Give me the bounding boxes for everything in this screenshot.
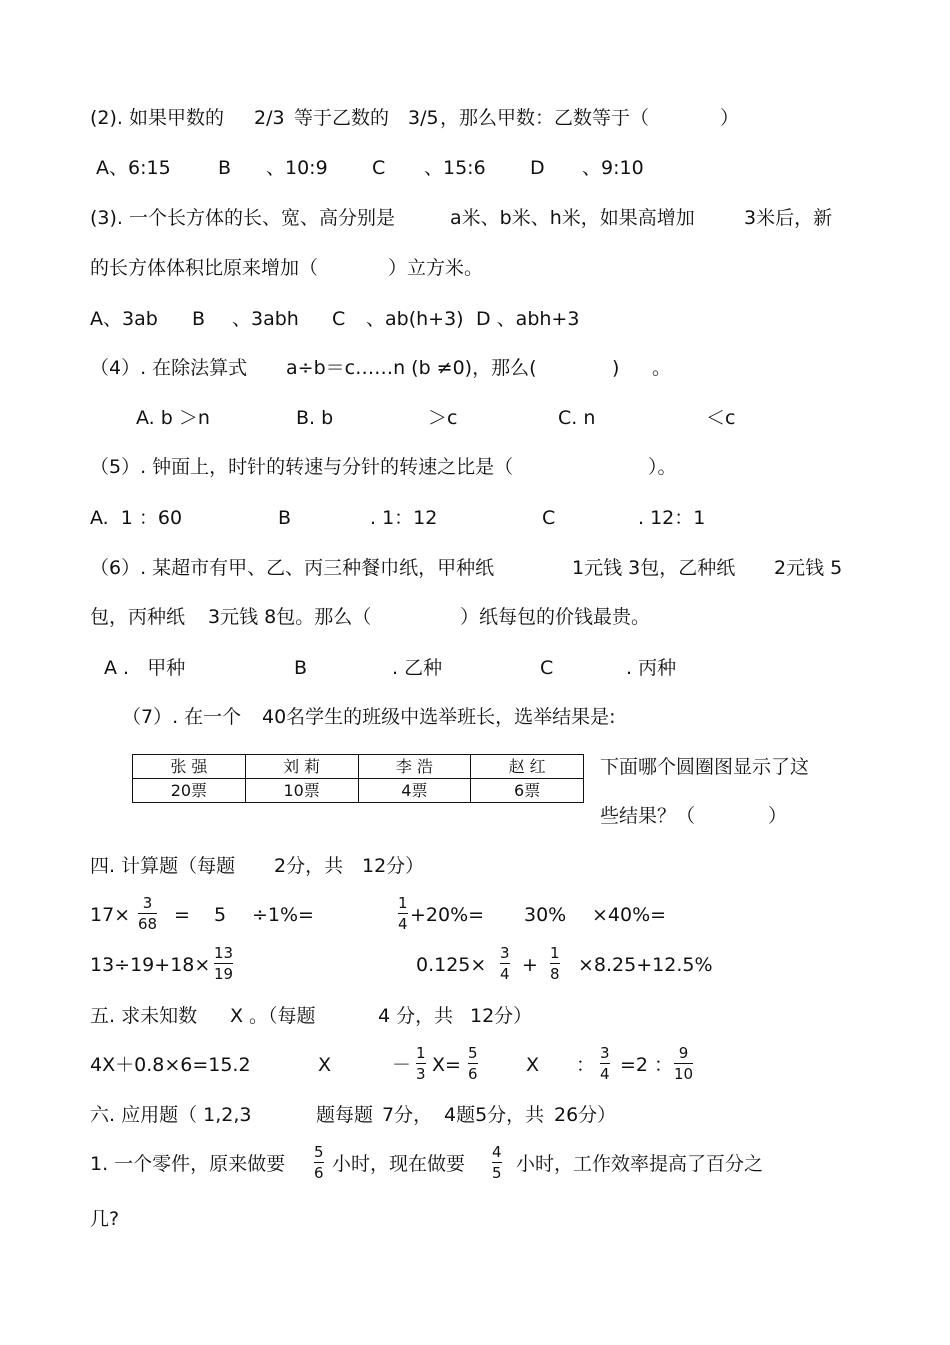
equation-3-colon: ： [576,1054,596,1076]
q2-value-1: 2/3 [254,107,285,129]
vote-count: 6票 [471,779,584,803]
denominator: 10 [674,1065,694,1083]
vote-count: 10票 [245,779,358,803]
q3-option-b: 、3abh [232,308,299,330]
q6-option-b-letter: B [294,657,308,679]
q7-stem-a: （7）. 在一个 [122,706,242,728]
q4-option-c-letter: C. n [558,407,596,429]
q2-value-2: 3/5 [408,107,439,129]
numerator: 13 [214,944,234,962]
calc-5-fraction [214,944,233,983]
equation-3-x: X [526,1054,540,1076]
q3-line2: 的长方体体积比原来增加（ [90,257,319,279]
q2-option-d: 、9:10 [582,157,644,179]
numerator: 3 [142,894,153,912]
q4-stem-c: ) [612,357,620,379]
section6-title-e: 26分） [554,1104,617,1126]
q2-option-a: A、6:15 [96,157,171,179]
section4-title: 四. 计算题（每题 [90,855,236,877]
election-results-table [132,754,584,803]
q3-option-a: A、3ab [90,308,158,330]
equation-3-fraction-2 [674,1044,693,1083]
problem-1-d: 几? [90,1208,120,1230]
denominator: 4 [600,1065,610,1083]
equation-2-minus: － [392,1054,412,1076]
q6-option-c: . 丙种 [626,657,677,679]
q4-option-c: ＜c [706,407,736,429]
equation-2-x-equals: X= [432,1054,461,1076]
numerator: 5 [314,1143,324,1161]
calc-6-fraction-1 [500,944,510,983]
calc-5-a: 13÷19+18× [90,954,211,976]
section6-title-c: 7分， [382,1104,433,1126]
q3-line1-a: (3). 一个长方体的长、宽、高分别是 [90,207,395,229]
vote-count: 20票 [133,779,246,803]
calc-4-b: ×40%= [592,904,667,926]
numerator: 3 [600,1044,610,1062]
section5-title-d: 12分） [470,1005,533,1027]
q7-after-1: 下面哪个圆圈图显示了这 [600,756,810,778]
calc-6-plus: + [522,954,538,976]
equation-3-fraction-1 [600,1044,610,1083]
candidate-name: 赵 红 [471,755,584,779]
q2-option-c: 、15:6 [424,157,486,179]
calc-6-c: ×8.25+12.5% [578,954,713,976]
denominator: 6 [468,1065,478,1083]
q5-option-b-letter: B [278,507,292,529]
calc-1-fraction [138,894,157,933]
q2-stem-c: ，那么甲数：乙数等于（ [440,107,650,129]
calc-3-fraction [398,894,408,933]
q2-option-d-letter: D [530,157,545,179]
candidate-name: 刘 莉 [245,755,358,779]
numerator: 1 [398,894,408,912]
q3-line2-b: ）立方米。 [388,257,484,279]
calc-4-a: 30% [524,904,567,926]
calc-2-a: 5 [214,904,227,926]
section4-title-b: 2分，共 [274,855,344,877]
q2-close: ） [720,107,740,129]
equation-3-rhs: =2 ： [620,1054,674,1076]
numerator: 4 [492,1143,502,1161]
q6-line2-c: ）纸每包的价钱最贵。 [460,606,651,628]
q7-stem-b: 40名学生的班级中选举班长，选举结果是: [262,706,616,728]
section5-title: 五. 求未知数 [90,1005,198,1027]
calc-2-b: ÷1%= [252,904,314,926]
numerator: 5 [468,1044,478,1062]
denominator: 4 [398,915,408,933]
calc-6-a: 0.125× [416,954,487,976]
q6-line2-b: 3元钱 8包。那么（ [208,606,372,628]
equation-2-fraction-1 [416,1044,426,1083]
q7-after-close: ） [768,805,788,827]
calc-1-equals: = [174,904,190,926]
q6-line1-a: （6）. 某超市有甲、乙、丙三种餐巾纸，甲种纸 [90,557,495,579]
q3-option-d: D 、abh+3 [476,308,580,330]
q5-option-c-letter: C [542,507,556,529]
vote-count: 4票 [358,779,471,803]
q4-option-b-letter: B. b [296,407,334,429]
q4-stem-d: 。 [652,357,672,379]
candidate-name: 李 浩 [358,755,471,779]
q2-option-b-letter: B [218,157,232,179]
numerator: 3 [500,944,510,962]
section4-title-c: 12分） [362,855,425,877]
calc-1-a: 17× [90,904,131,926]
denominator: 4 [500,965,510,983]
q6-option-c-letter: C [540,657,554,679]
section6-title-b: 题每题 [316,1104,374,1126]
q6-option-b: . 乙种 [392,657,443,679]
denominator: 6 [314,1164,324,1182]
q6-line2-a: 包，丙种纸 [90,606,186,628]
q2-option-b: 、10:9 [266,157,328,179]
problem-1-c: 小时，工作效率提高了百分之 [516,1153,764,1175]
candidate-name: 张 强 [133,755,246,779]
equation-2-fraction-2 [468,1044,478,1083]
denominator: 8 [550,965,560,983]
q4-option-a: A. b ＞n [136,407,210,429]
q5-option-b: . 1：12 [370,507,438,529]
numerator: 1 [416,1044,426,1062]
q3-line1-c: 3米后，新 [744,207,833,229]
denominator: 68 [138,915,158,933]
denominator: 3 [416,1065,426,1083]
q4-stem-a: （4）. 在除法算式 [90,357,248,379]
q5-option-c: . 12：1 [638,507,706,529]
equation-1: 4X＋0.8×6=15.2 [90,1054,251,1076]
section6-title-d: 4题5分，共 [444,1104,545,1126]
table-row [133,779,584,803]
calc-6-fraction-2 [550,944,560,983]
denominator: 19 [214,965,234,983]
equation-2-x: X [318,1054,332,1076]
denominator: 5 [492,1164,502,1182]
table-row [133,755,584,779]
q6-line1-b: 1元钱 3包，乙种纸 [572,557,736,579]
q6-line1-c: 2元钱 5 [774,557,843,579]
q6-option-a: A . 甲种 [104,657,186,679]
problem-1-fraction-2 [492,1143,502,1182]
q5-stem-close: ）。 [648,456,677,478]
calc-3: +20%= [410,904,485,926]
section6-title: 六. 应用题（ 1,2,3 [90,1104,252,1126]
problem-1-b: 小时，现在做要 [332,1153,466,1175]
q2-option-c-letter: C [372,157,386,179]
q2-stem-a: (2). 如果甲数的 [90,107,224,129]
q2-stem-b: 等于乙数的 [294,107,390,129]
problem-1-a: 1. 一个零件，原来做要 [90,1153,286,1175]
section5-title-b: X 。（每题 [230,1005,316,1027]
q5-option-a: A. 1 ：60 [90,507,183,529]
q5-stem: （5）. 钟面上，时针的转速与分针的转速之比是（ [90,456,514,478]
q4-stem-b: a÷b＝c……n (b ≠0)，那么( [286,357,537,379]
numerator: 9 [678,1044,689,1062]
q4-option-b: ＞c [428,407,458,429]
q7-after-2: 些结果？（ [600,805,696,827]
q3-option-c-letter: C [332,308,346,330]
section5-title-c: 4 分，共 [378,1005,454,1027]
numerator: 1 [550,944,560,962]
q3-option-b-letter: B [192,308,206,330]
q3-line1-b: a米、b米、h米，如果高增加 [450,207,695,229]
problem-1-fraction-1 [314,1143,324,1182]
q3-option-c: 、ab(h+3) [366,308,464,330]
